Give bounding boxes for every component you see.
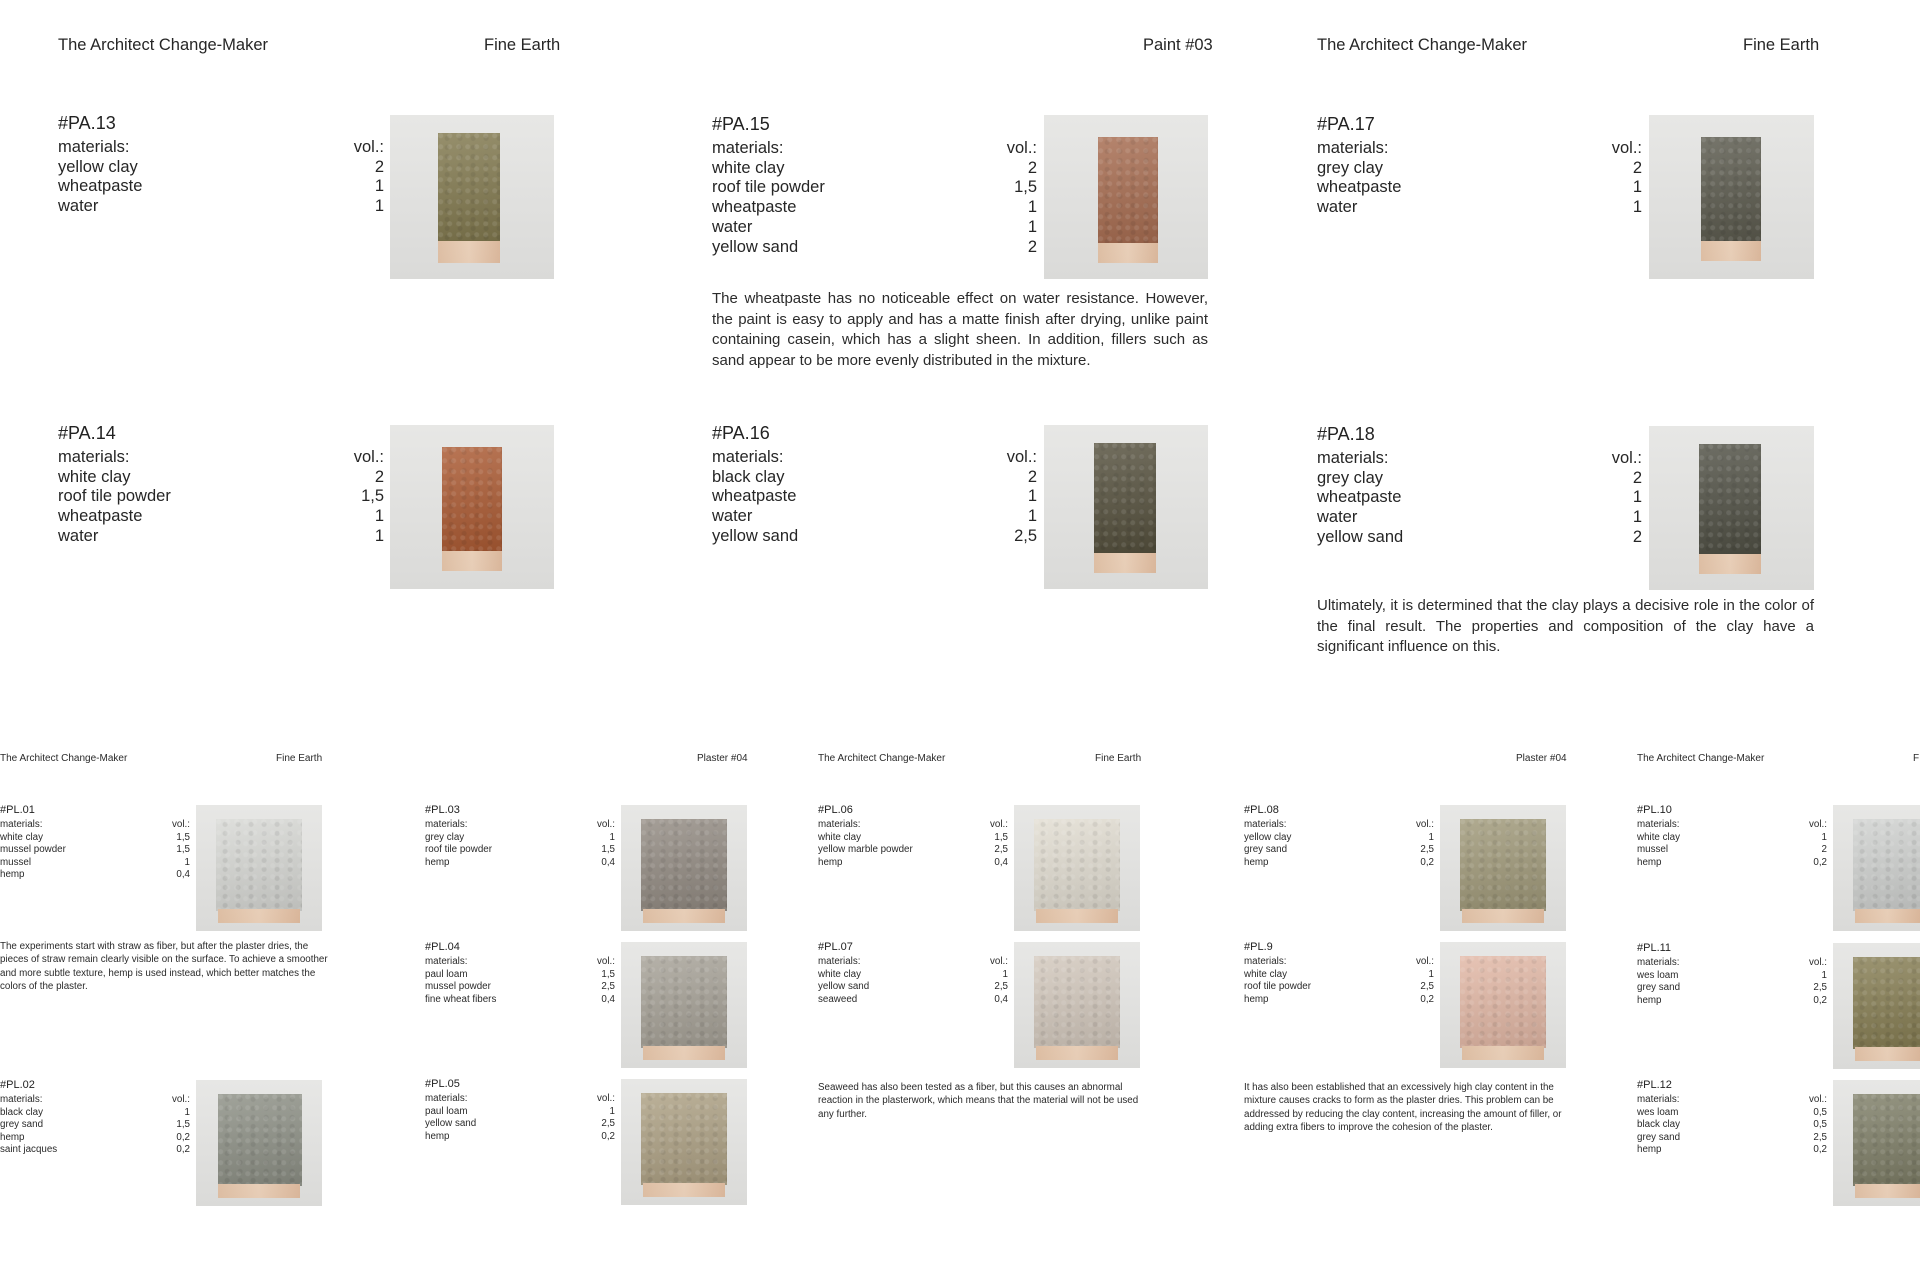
plaster-swatch [1853, 819, 1920, 911]
material-item: hemp [1637, 856, 1662, 868]
volume-list [1612, 449, 1642, 548]
volume-value: 0,4 [994, 856, 1008, 868]
materials-list [818, 819, 913, 869]
volume-list [172, 819, 190, 882]
paint-swatch [1098, 137, 1158, 243]
materials-list [1317, 449, 1403, 548]
wooden-stick [1094, 553, 1156, 573]
plaster-page3-title: The Architect Change-Maker [818, 753, 946, 764]
wooden-board [1462, 1046, 1544, 1060]
vol-label: vol.: [990, 956, 1008, 967]
entry-id: #PL.06 [818, 804, 853, 816]
volume-value: 1 [1027, 507, 1037, 526]
volume-list [597, 1093, 615, 1143]
material-item: grey sand [1637, 1131, 1681, 1143]
volume-value: 2,5 [1813, 1131, 1827, 1143]
volume-list [990, 819, 1008, 869]
volume-list [354, 448, 384, 547]
volume-list [990, 956, 1008, 1006]
vol-label: vol.: [1611, 449, 1642, 467]
material-item: wheatpaste [712, 198, 797, 217]
materials-label: materials: [1244, 956, 1287, 967]
wooden-stick [1699, 554, 1761, 574]
plaster-page1-title: The Architect Change-Maker [0, 753, 128, 764]
material-item: yellow marble powder [818, 844, 913, 856]
vol-label: vol.: [172, 819, 190, 830]
vol-label: vol.: [1006, 448, 1037, 466]
material-item: white clay [818, 831, 862, 843]
wooden-board [218, 1184, 300, 1198]
volume-value: 1 [1428, 831, 1434, 843]
material-item: water [712, 217, 753, 236]
entry-id: #PL.01 [0, 804, 35, 816]
material-item: hemp [1244, 993, 1269, 1005]
volume-value: 1,5 [176, 831, 190, 843]
materials-list [58, 138, 142, 217]
volume-value: 1 [1027, 217, 1037, 236]
volume-value: 1 [1428, 968, 1434, 980]
materials-list [1637, 957, 1680, 1007]
materials-label: materials: [0, 819, 43, 830]
wooden-board [643, 1046, 725, 1060]
volume-value: 2 [1632, 158, 1642, 177]
material-item: roof tile powder [425, 844, 492, 856]
paint-sample-photo [1649, 426, 1814, 590]
vol-label: vol.: [597, 956, 615, 967]
volume-value: 1,5 [1014, 178, 1037, 197]
plaster-sample-photo [1440, 942, 1566, 1068]
volume-list [1416, 819, 1434, 869]
volume-value: 0,4 [176, 869, 190, 881]
materials-list [1244, 819, 1291, 869]
material-item: wheatpaste [58, 177, 143, 196]
material-item: hemp [425, 856, 450, 868]
paint-swatch [1094, 443, 1156, 553]
materials-label: materials: [58, 448, 130, 466]
plaster-swatch [641, 956, 727, 1048]
material-item: saint jacques [0, 1144, 58, 1156]
volume-value: 2,5 [994, 844, 1008, 856]
volume-value: 1 [1027, 198, 1037, 217]
materials-list [58, 448, 171, 547]
vol-label: vol.: [1416, 956, 1434, 967]
volume-value: 1 [184, 1106, 190, 1118]
material-item: grey sand [1637, 982, 1681, 994]
vol-label: vol.: [597, 1093, 615, 1104]
entry-id: #PA.16 [712, 423, 770, 443]
material-item: black clay [1637, 1119, 1681, 1131]
materials-label: materials: [425, 819, 468, 830]
material-item: yellow sand [712, 526, 799, 545]
materials-list [0, 1094, 57, 1157]
volume-value: 0,2 [1813, 1144, 1827, 1156]
volume-value: 0,2 [1813, 994, 1827, 1006]
volume-value: 2,5 [1813, 982, 1827, 994]
right-page-title: The Architect Change-Maker [1317, 36, 1528, 54]
material-item: white clay [818, 968, 862, 980]
materials-list [1637, 819, 1680, 869]
materials-label: materials: [1244, 819, 1287, 830]
chapter-label: Paint #03 [1143, 36, 1213, 54]
wooden-stick [438, 241, 500, 263]
vol-label: vol.: [1809, 819, 1827, 830]
entry-id: #PA.18 [1317, 424, 1375, 444]
material-item: grey clay [425, 831, 465, 843]
volume-value: 1 [1002, 968, 1008, 980]
plaster-sample-photo [1833, 943, 1920, 1069]
materials-list [0, 819, 66, 882]
entry-id: #PL.11 [1637, 942, 1672, 954]
materials-label: materials: [425, 1093, 468, 1104]
material-item: paul loam [425, 1105, 468, 1117]
volume-list [1809, 819, 1827, 869]
wooden-stick [1098, 243, 1158, 263]
plaster-swatch [1460, 819, 1546, 911]
volume-value: 2,5 [1014, 526, 1037, 545]
materials-list [1244, 956, 1311, 1006]
vol-label: vol.: [597, 819, 615, 830]
materials-list [425, 956, 496, 1006]
material-item: mussel [0, 856, 32, 868]
plaster-sample-photo [621, 805, 747, 931]
entry-id: #PA.13 [58, 113, 116, 133]
material-item: grey clay [1317, 158, 1384, 177]
wooden-stick [1701, 241, 1761, 261]
material-item: white clay [712, 158, 785, 177]
vol-label: vol.: [353, 448, 384, 466]
material-item: mussel powder [425, 981, 491, 993]
material-item: wes loam [1637, 969, 1679, 981]
materials-label: materials: [818, 956, 861, 967]
materials-label: materials: [712, 448, 784, 466]
paint-sample-photo [1044, 425, 1208, 589]
volume-value: 0,2 [1813, 856, 1827, 868]
note-straw: The experiments start with straw as fiber, but after the plaster dries, the pieces of straw remain clearly visible on the surface. To achieve a smoother and more subtle texture, hemp is used instead, which better matches the colors of the plaster. [0, 941, 328, 992]
volume-value: 1 [1821, 969, 1827, 981]
material-item: white clay [1637, 831, 1681, 843]
volume-value: 1,5 [601, 968, 615, 980]
note-wheatpaste: The wheatpaste has no noticeable effect on water resistance. However, the paint is easy to apply and has a matte finish after drying, unlike paint containing casein, which has a slight sheen. In addition, fillers such as sand appear to be more evenly distributed in the mixture. [712, 290, 1208, 369]
vol-label: vol.: [990, 819, 1008, 830]
materials-label: materials: [1317, 449, 1389, 467]
volume-value: 1,5 [601, 844, 615, 856]
volume-value: 0,2 [1420, 856, 1434, 868]
volume-value: 2 [1027, 467, 1037, 486]
wooden-stick [442, 551, 502, 571]
volume-value: 2 [374, 157, 384, 176]
volume-value: 2,5 [601, 981, 615, 993]
note-clay-color: Ultimately, it is determined that the clay plays a decisive role in the color of the final result. The properties and composition of the clay have a significant influence on this. [1317, 597, 1814, 656]
volume-value: 2 [374, 467, 384, 486]
materials-list [425, 819, 492, 869]
volume-list [1007, 448, 1037, 547]
material-item: water [58, 526, 99, 545]
material-item: white clay [58, 467, 131, 486]
volume-value: 2,5 [1420, 981, 1434, 993]
materials-label: materials: [1637, 1094, 1680, 1105]
wooden-board [1462, 909, 1544, 923]
paint-sample-photo [1044, 115, 1208, 279]
materials-label: materials: [1317, 139, 1389, 157]
plaster-swatch [641, 819, 727, 911]
volume-list [1416, 956, 1434, 1006]
plaster-swatch [216, 819, 302, 911]
volume-value: 1 [374, 507, 384, 526]
volume-value: 0,2 [601, 1130, 615, 1142]
vol-label: vol.: [1006, 139, 1037, 157]
volume-list [354, 138, 384, 217]
material-item: hemp [1637, 1144, 1662, 1156]
volume-value: 1 [1632, 198, 1642, 217]
material-item: black clay [712, 467, 785, 486]
plaster-page4-chapter: Plaster #04 [1516, 753, 1567, 764]
material-item: yellow clay [1244, 831, 1292, 843]
wooden-board [1855, 909, 1920, 923]
volume-list [172, 1094, 190, 1157]
plaster-sample-photo [1014, 942, 1140, 1068]
volume-value: 0,2 [176, 1144, 190, 1156]
material-item: roof tile powder [712, 178, 825, 197]
volume-value: 2,5 [1420, 844, 1434, 856]
entry-id: #PA.15 [712, 114, 770, 134]
volume-value: 1,5 [176, 844, 190, 856]
material-item: yellow sand [1317, 527, 1404, 546]
material-item: yellow sand [712, 237, 799, 256]
wooden-board [643, 1183, 725, 1197]
volume-value: 1 [184, 856, 190, 868]
material-item: yellow clay [58, 157, 138, 176]
entry-id: #PL.05 [425, 1078, 460, 1090]
wooden-board [643, 909, 725, 923]
materials-list [1637, 1094, 1680, 1157]
volume-value: 1 [374, 197, 384, 216]
volume-value: 1 [1632, 508, 1642, 527]
note-seaweed: Seaweed has also been tested as a fiber, but this causes an abnormal reaction in the plasterwork, which means that the material will not be used any further. [818, 1082, 1139, 1120]
material-item: grey clay [1317, 468, 1384, 487]
plaster-swatch [218, 1094, 302, 1186]
left-page-subject: Fine Earth [484, 36, 561, 54]
plaster-sample-photo [1014, 805, 1140, 931]
entry-id: #PL.04 [425, 941, 460, 953]
volume-value: 1 [1632, 178, 1642, 197]
material-item: mussel [1637, 844, 1669, 856]
materials-label: materials: [818, 819, 861, 830]
material-item: paul loam [425, 968, 468, 980]
materials-label: materials: [58, 138, 130, 156]
volume-value: 2 [1027, 237, 1037, 256]
volume-value: 2,5 [601, 1118, 615, 1130]
plaster-swatch [641, 1093, 727, 1185]
paint-sample-photo [390, 115, 554, 279]
plaster-page2-chapter: Plaster #04 [697, 753, 748, 764]
left-page-title: The Architect Change-Maker [58, 36, 269, 54]
volume-value: 2 [1821, 844, 1827, 856]
volume-value: 1 [1027, 487, 1037, 506]
volume-list [1612, 139, 1642, 218]
plaster-sample-photo [1440, 805, 1566, 931]
volume-value: 1 [374, 526, 384, 545]
volume-value: 2,5 [994, 981, 1008, 993]
plaster-swatch [1034, 819, 1120, 911]
wooden-board [218, 909, 300, 923]
materials-label: materials: [425, 956, 468, 967]
volume-value: 0,4 [601, 856, 615, 868]
material-item: yellow sand [818, 981, 870, 993]
plaster-sample-photo [621, 942, 747, 1068]
material-item: hemp [0, 869, 25, 881]
entry-id: #PL.9 [1244, 941, 1273, 953]
material-item: yellow sand [425, 1118, 477, 1130]
plaster-swatch [1853, 1094, 1920, 1186]
materials-list [712, 448, 798, 547]
plaster-page1-subject: Fine Earth [276, 753, 323, 764]
materials-list [1317, 139, 1401, 218]
material-item: seaweed [818, 993, 858, 1005]
volume-value: 2 [1632, 468, 1642, 487]
plaster-sample-photo [1833, 1080, 1920, 1206]
material-item: hemp [818, 856, 843, 868]
entry-id: #PL.03 [425, 804, 460, 816]
plaster-sample-photo [621, 1079, 747, 1205]
material-item: water [58, 197, 99, 216]
material-item: hemp [1637, 994, 1662, 1006]
wooden-board [1855, 1184, 1920, 1198]
volume-list [1809, 1094, 1827, 1157]
volume-value: 1 [609, 1105, 615, 1117]
vol-label: vol.: [1611, 139, 1642, 157]
material-item: hemp [425, 1130, 450, 1142]
paint-swatch [438, 133, 500, 241]
entry-id: #PL.02 [0, 1079, 35, 1091]
entry-id: #PA.17 [1317, 114, 1375, 134]
material-item: wheatpaste [712, 487, 797, 506]
entry-id: #PL.12 [1637, 1079, 1672, 1091]
volume-value: 2 [1027, 158, 1037, 177]
plaster-page5-subject: F [1913, 753, 1920, 764]
paint-swatch [1699, 444, 1761, 554]
volume-value: 0,5 [1813, 1119, 1827, 1131]
materials-label: materials: [0, 1094, 43, 1105]
volume-value: 2 [1632, 527, 1642, 546]
wooden-board [1855, 1047, 1920, 1061]
material-item: hemp [0, 1131, 25, 1143]
vol-label: vol.: [172, 1094, 190, 1105]
material-item: mussel powder [0, 844, 66, 856]
plaster-swatch [1034, 956, 1120, 1048]
material-item: fine wheat fibers [425, 993, 497, 1005]
materials-label: materials: [1637, 819, 1680, 830]
volume-value: 1,5 [361, 487, 384, 506]
materials-label: materials: [712, 139, 784, 157]
wooden-board [1036, 1046, 1118, 1060]
volume-list [597, 819, 615, 869]
paint-swatch [442, 447, 502, 551]
materials-list [818, 956, 869, 1006]
materials-list [712, 139, 825, 257]
plaster-swatch [1853, 957, 1920, 1049]
vol-label: vol.: [353, 138, 384, 156]
materials-label: materials: [1637, 957, 1680, 968]
right-page-subject: Fine Earth [1743, 36, 1820, 54]
volume-value: 0,4 [601, 993, 615, 1005]
material-item: wes loam [1637, 1106, 1679, 1118]
paint-swatch [1701, 137, 1761, 241]
volume-value: 0,4 [994, 993, 1008, 1005]
volume-value: 0,2 [1420, 993, 1434, 1005]
material-item: roof tile powder [1244, 981, 1311, 993]
plaster-sample-photo [196, 1080, 322, 1206]
volume-value: 1,5 [994, 831, 1008, 843]
volume-value: 0,5 [1813, 1106, 1827, 1118]
material-item: grey sand [1244, 844, 1288, 856]
volume-list [1007, 139, 1037, 257]
vol-label: vol.: [1809, 957, 1827, 968]
material-item: black clay [0, 1106, 44, 1118]
volume-value: 0,2 [176, 1131, 190, 1143]
note-clay-content: It has also been established that an excessively high clay content in the mixture causes cracks to form as the plaster dries. This problem can be addressed by reducing the clay content, increasing the amount of filler, or adding extra fibers to improve the cohesion of the plaster. [1244, 1082, 1562, 1133]
entry-id: #PA.14 [58, 423, 116, 443]
plaster-sample-photo [1833, 805, 1920, 931]
material-item: white clay [0, 831, 44, 843]
material-item: wheatpaste [58, 507, 143, 526]
material-item: white clay [1244, 968, 1288, 980]
entry-id: #PL.07 [818, 941, 853, 953]
paint-sample-photo [390, 425, 554, 589]
vol-label: vol.: [1416, 819, 1434, 830]
paint-sample-photo [1649, 115, 1814, 279]
entry-id: #PL.10 [1637, 804, 1672, 816]
plaster-page5-title: The Architect Change-Maker [1637, 753, 1765, 764]
volume-value: 1 [374, 177, 384, 196]
plaster-swatch [1460, 956, 1546, 1048]
material-item: wheatpaste [1317, 178, 1402, 197]
material-item: water [1317, 198, 1358, 217]
material-item: roof tile powder [58, 487, 171, 506]
wooden-board [1036, 909, 1118, 923]
material-item: wheatpaste [1317, 488, 1402, 507]
volume-list [1809, 957, 1827, 1007]
material-item: water [1317, 508, 1358, 527]
volume-value: 1 [1821, 831, 1827, 843]
entry-id: #PL.08 [1244, 804, 1279, 816]
volume-value: 1,5 [176, 1119, 190, 1131]
materials-list [425, 1093, 476, 1143]
material-item: water [712, 507, 753, 526]
volume-value: 1 [609, 831, 615, 843]
plaster-sample-photo [196, 805, 322, 931]
volume-list [597, 956, 615, 1006]
plaster-page3-subject: Fine Earth [1095, 753, 1142, 764]
vol-label: vol.: [1809, 1094, 1827, 1105]
material-item: hemp [1244, 856, 1269, 868]
material-item: grey sand [0, 1119, 44, 1131]
volume-value: 1 [1632, 488, 1642, 507]
